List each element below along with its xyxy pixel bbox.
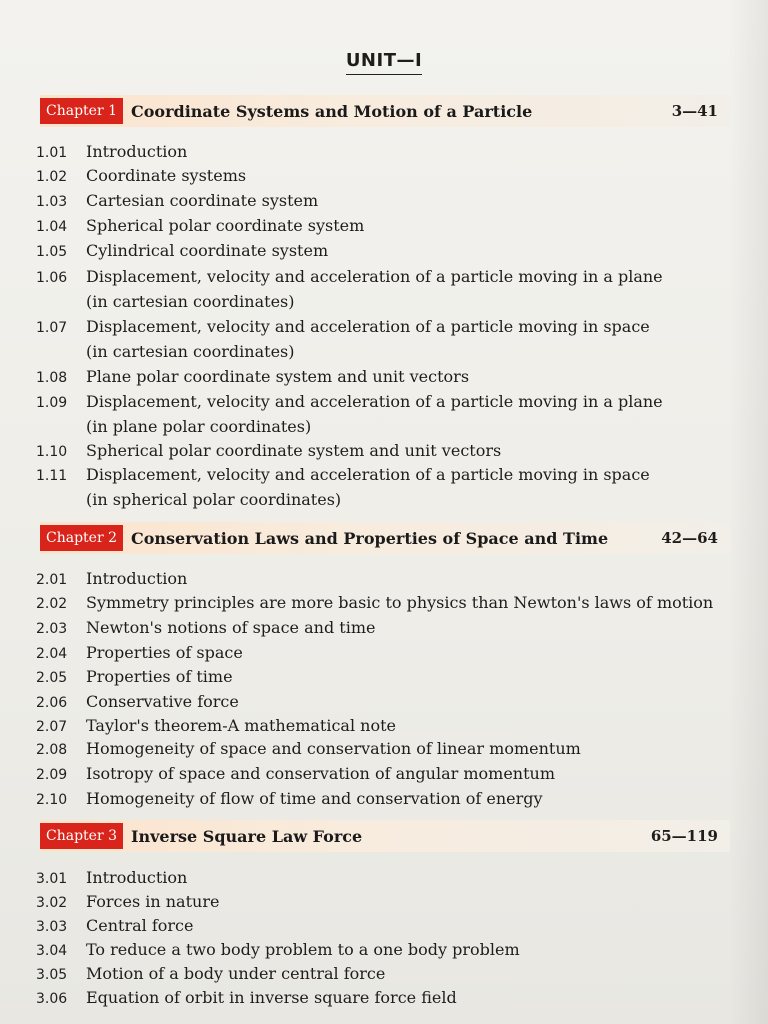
entry-number: 3.03 xyxy=(36,919,68,935)
chapter-3-pages: 65—119 xyxy=(650,827,718,845)
toc-entry xyxy=(36,365,469,390)
entry-number: 1.01 xyxy=(36,145,68,161)
entry-number: 1.06 xyxy=(36,270,68,286)
entry-number: 3.06 xyxy=(36,991,68,1007)
toc-entry xyxy=(36,866,187,891)
toc-entry xyxy=(36,690,239,715)
toc-entry xyxy=(36,914,193,939)
entry-text-continued: (in cartesian coordinates) xyxy=(86,292,295,311)
entry-text: Introduction xyxy=(86,142,188,161)
chapter-3-badge: Chapter 3 xyxy=(40,823,123,849)
unit-title-text: UNIT—I xyxy=(346,50,422,75)
chapter-2-badge: Chapter 2 xyxy=(40,525,123,551)
toc-entry xyxy=(36,938,520,963)
chapter-2-pages: 42—64 xyxy=(661,529,718,547)
entry-number: 1.11 xyxy=(36,468,68,484)
entry-number: 1.09 xyxy=(36,395,68,411)
entry-text: Central force xyxy=(86,916,194,935)
entry-text: Isotropy of space and conservation of angular momentum xyxy=(86,764,556,783)
entry-number: 3.04 xyxy=(36,943,68,959)
entry-text: Properties of space xyxy=(86,643,243,662)
entry-text-continued: (in cartesian coordinates) xyxy=(86,342,295,361)
entry-text: Spherical polar coordinate system and unit vectors xyxy=(86,441,502,460)
toc-entry xyxy=(36,265,663,314)
toc-entry xyxy=(36,214,364,239)
toc-entry xyxy=(36,567,187,592)
entry-number: 1.10 xyxy=(36,444,68,460)
chapter-1-pages: 3—41 xyxy=(671,102,718,120)
toc-entry xyxy=(36,390,663,439)
entry-text: Equation of orbit in inverse square force field xyxy=(86,988,457,1007)
toc-entry xyxy=(36,591,713,616)
toc-entry xyxy=(36,737,581,762)
entry-text: Taylor's theorem-A mathematical note xyxy=(86,716,396,735)
entry-number: 2.03 xyxy=(36,621,68,637)
entry-text: Displacement, velocity and acceleration of a particle moving in a plane xyxy=(86,392,663,411)
entry-text: To reduce a two body problem to a one body problem xyxy=(86,940,520,959)
chapter-2-header xyxy=(40,522,730,554)
entry-number: 1.03 xyxy=(36,194,68,210)
page-shadow xyxy=(728,0,768,1024)
entry-text: Displacement, velocity and acceleration of a particle moving in a plane xyxy=(86,267,663,286)
unit-title xyxy=(0,50,768,75)
entry-number: 2.04 xyxy=(36,646,68,662)
entry-text: Homogeneity of flow of time and conservation of energy xyxy=(86,789,543,808)
chapter-3-title: Inverse Square Law Force xyxy=(131,826,363,846)
chapter-1-badge: Chapter 1 xyxy=(40,98,123,124)
entry-text: Cartesian coordinate system xyxy=(86,191,319,210)
toc-entry xyxy=(36,890,219,915)
entry-text: Homogeneity of space and conservation of linear momentum xyxy=(86,739,581,758)
entry-number: 1.08 xyxy=(36,370,68,386)
chapter-3-header xyxy=(40,820,730,852)
chapter-1-header xyxy=(40,95,730,127)
toc-entry xyxy=(36,164,246,189)
toc-entry xyxy=(36,189,318,214)
toc-entry xyxy=(36,463,650,512)
toc-entry xyxy=(36,239,328,264)
entry-text: Newton's notions of space and time xyxy=(86,618,376,637)
toc-entry xyxy=(36,665,233,690)
entry-number: 3.01 xyxy=(36,871,68,887)
entry-number: 1.04 xyxy=(36,219,68,235)
toc-entry xyxy=(36,439,501,464)
toc-entry xyxy=(36,641,243,666)
entry-text: Introduction xyxy=(86,569,188,588)
entry-text: Spherical polar coordinate system xyxy=(86,216,365,235)
entry-number: 2.08 xyxy=(36,742,68,758)
entry-text: Symmetry principles are more basic to physics than Newton's laws of motion xyxy=(86,593,714,612)
chapter-1-title: Coordinate Systems and Motion of a Particle xyxy=(131,101,533,121)
entry-text: Motion of a body under central force xyxy=(86,964,386,983)
entry-number: 2.10 xyxy=(36,792,68,808)
entry-number: 2.07 xyxy=(36,719,68,735)
entry-text: Conservative force xyxy=(86,692,239,711)
toc-entry xyxy=(36,616,375,641)
entry-number: 2.06 xyxy=(36,695,68,711)
chapter-2-title: Conservation Laws and Properties of Space and Time xyxy=(131,528,609,548)
entry-text: Coordinate systems xyxy=(86,166,247,185)
entry-number: 2.02 xyxy=(36,596,68,612)
entry-number: 3.05 xyxy=(36,967,68,983)
entry-number: 2.01 xyxy=(36,572,68,588)
toc-entry xyxy=(36,762,555,787)
entry-text: Properties of time xyxy=(86,667,233,686)
entry-number: 1.07 xyxy=(36,320,68,336)
toc-entry xyxy=(36,986,457,1011)
entry-text: Displacement, velocity and acceleration of a particle moving in space xyxy=(86,465,650,484)
toc-entry xyxy=(36,714,396,739)
toc-entry xyxy=(36,787,543,812)
entry-text: Introduction xyxy=(86,868,188,887)
entry-number: 3.02 xyxy=(36,895,68,911)
entry-number: 1.02 xyxy=(36,169,68,185)
toc-entry xyxy=(36,962,385,987)
entry-number: 2.05 xyxy=(36,670,68,686)
entry-text: Cylindrical coordinate system xyxy=(86,241,329,260)
entry-text: Plane polar coordinate system and unit vectors xyxy=(86,367,470,386)
entry-number: 2.09 xyxy=(36,767,68,783)
entry-text: Displacement, velocity and acceleration of a particle moving in space xyxy=(86,317,650,336)
toc-entry xyxy=(36,140,187,165)
entry-text-continued: (in spherical polar coordinates) xyxy=(86,490,342,509)
toc-entry xyxy=(36,315,650,364)
entry-text-continued: (in plane polar coordinates) xyxy=(86,417,312,436)
entry-text: Forces in nature xyxy=(86,892,220,911)
entry-number: 1.05 xyxy=(36,244,68,260)
